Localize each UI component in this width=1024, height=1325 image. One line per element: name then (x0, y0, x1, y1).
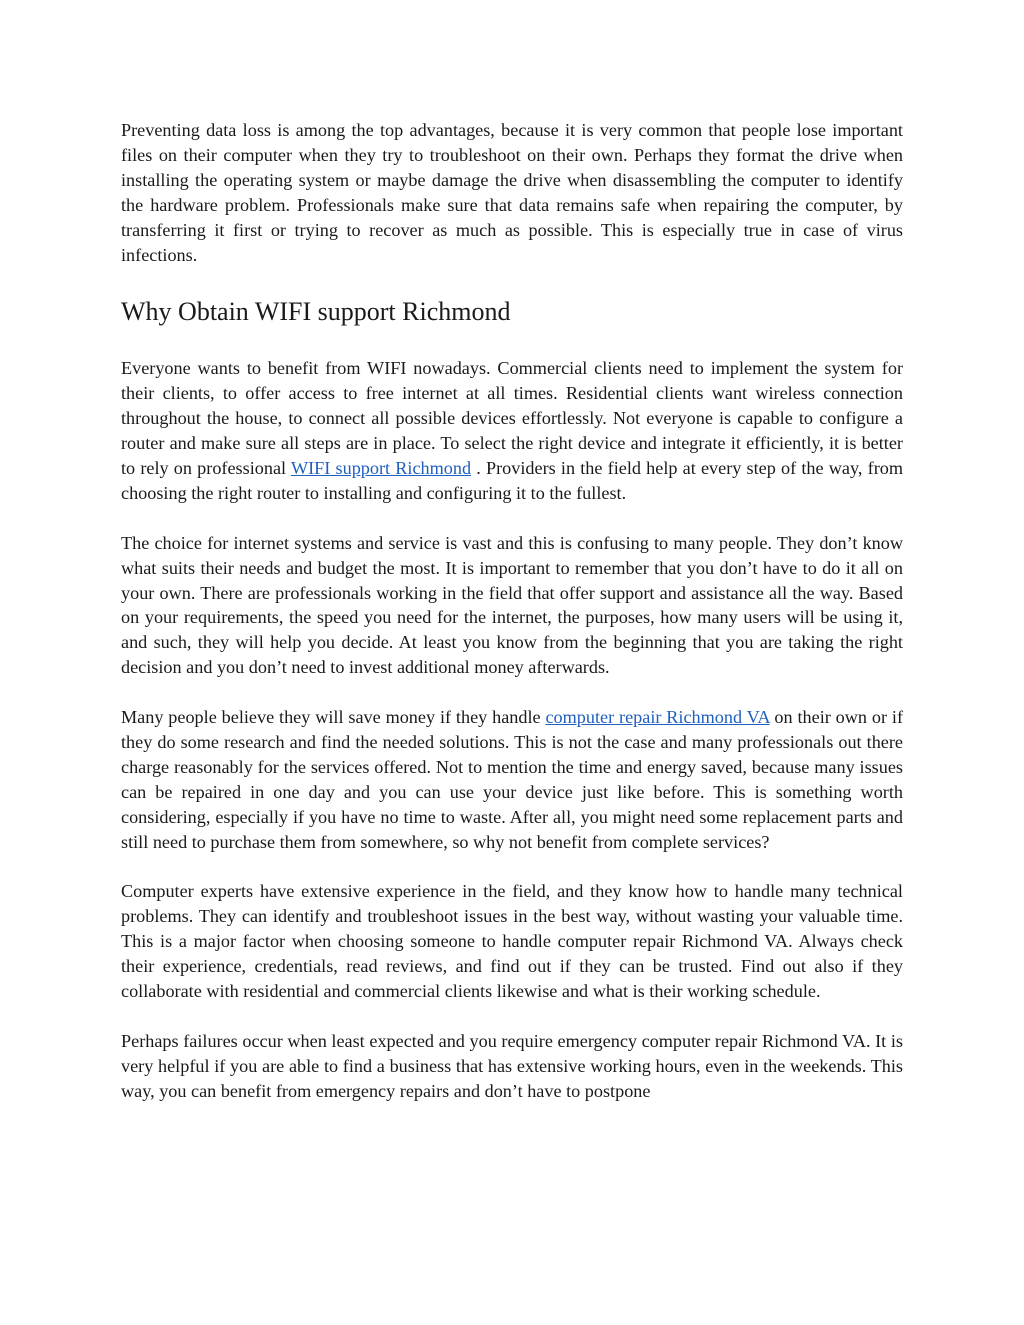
paragraph-experts: Computer experts have extensive experience in the field, and they know how to handle many technical problems. They can identify and troubleshoot issues in the best way, without wasting your valuable time. This is a major factor when choosing someone to handle computer repair Richmond VA. Always check their experience, credentials, read reviews, and find out if they can be trusted. Find out also if they collaborate with residential and commercial clients likewise and what is their working schedule. (121, 881, 903, 1002)
paragraph-wifi-text-end: . Providers in the field help at every step of the way, from choosing the right router to installing and configuring it to the fullest. (121, 458, 903, 503)
paragraph-wifi-text-start: Everyone wants to benefit from WIFI nowadays. Commercial clients need to implement the system for their clients, to offer access to free internet at all times. Residential clients want wireless connection throughout the house, to connect all possible devices effortlessly. Not everyone is capable to configure a router and make sure all steps are in place. To select the right device and integrate it efficiently, it is better to rely on professional (121, 358, 903, 479)
document-page (121, 118, 903, 1104)
computer-repair-link[interactable]: computer repair Richmond VA (545, 707, 770, 728)
paragraph-save-money-text-start: Many people believe they will save money if they handle (121, 707, 546, 728)
section-heading: Why Obtain WIFI support Richmond (121, 297, 511, 327)
paragraph-internet-choice: The choice for internet systems and service is vast and this is confusing to many people. They don’t know what suits their needs and budget the most. It is important to remember that you don’t have to do it all on your own. There are professionals working in the field that offer support and assistance all the way. Based on your requirements, the speed you need for the internet, the purposes, how many users will be using it, and such, they will help you decide. At least you know from the beginning that you are taking the right decision and you don’t need to invest additional money afterwards. (121, 532, 903, 678)
wifi-support-link[interactable]: WIFI support Richmond (290, 458, 472, 479)
paragraph-wifi (121, 356, 903, 505)
paragraph-data-loss: Preventing data loss is among the top advantages, because it is very common that people lose important files on their computer when they try to troubleshoot on their own. Perhaps they format the drive when installing the operating system or maybe damage the drive when disassembling the computer to identify the hardware problem. Professionals make sure that data remains safe when repairing the computer, by transferring it first or trying to recover as much as possible. This is especially true in case of virus infections. (121, 120, 903, 265)
paragraph-save-money-text-end: on their own or if they do some research and find the needed solutions. This is not the case and many professionals out there charge reasonably for the services offered. Not to mention the time and energy saved, because many issues can be repaired in one day and you can use your device just like before. This is something worth considering, especially if you have no time to waste. After all, you might need some replacement parts and still need to purchase them from somewhere, so why not benefit from complete services? (121, 707, 903, 852)
paragraph-save-money (121, 705, 903, 854)
paragraph-emergency: Perhaps failures occur when least expected and you require emergency computer repair Richmond VA. It is very helpful if you are able to find a business that has extensive working hours, even in the weekends. This way, you can benefit from emergency repairs and don’t have to postpone (121, 1030, 903, 1101)
